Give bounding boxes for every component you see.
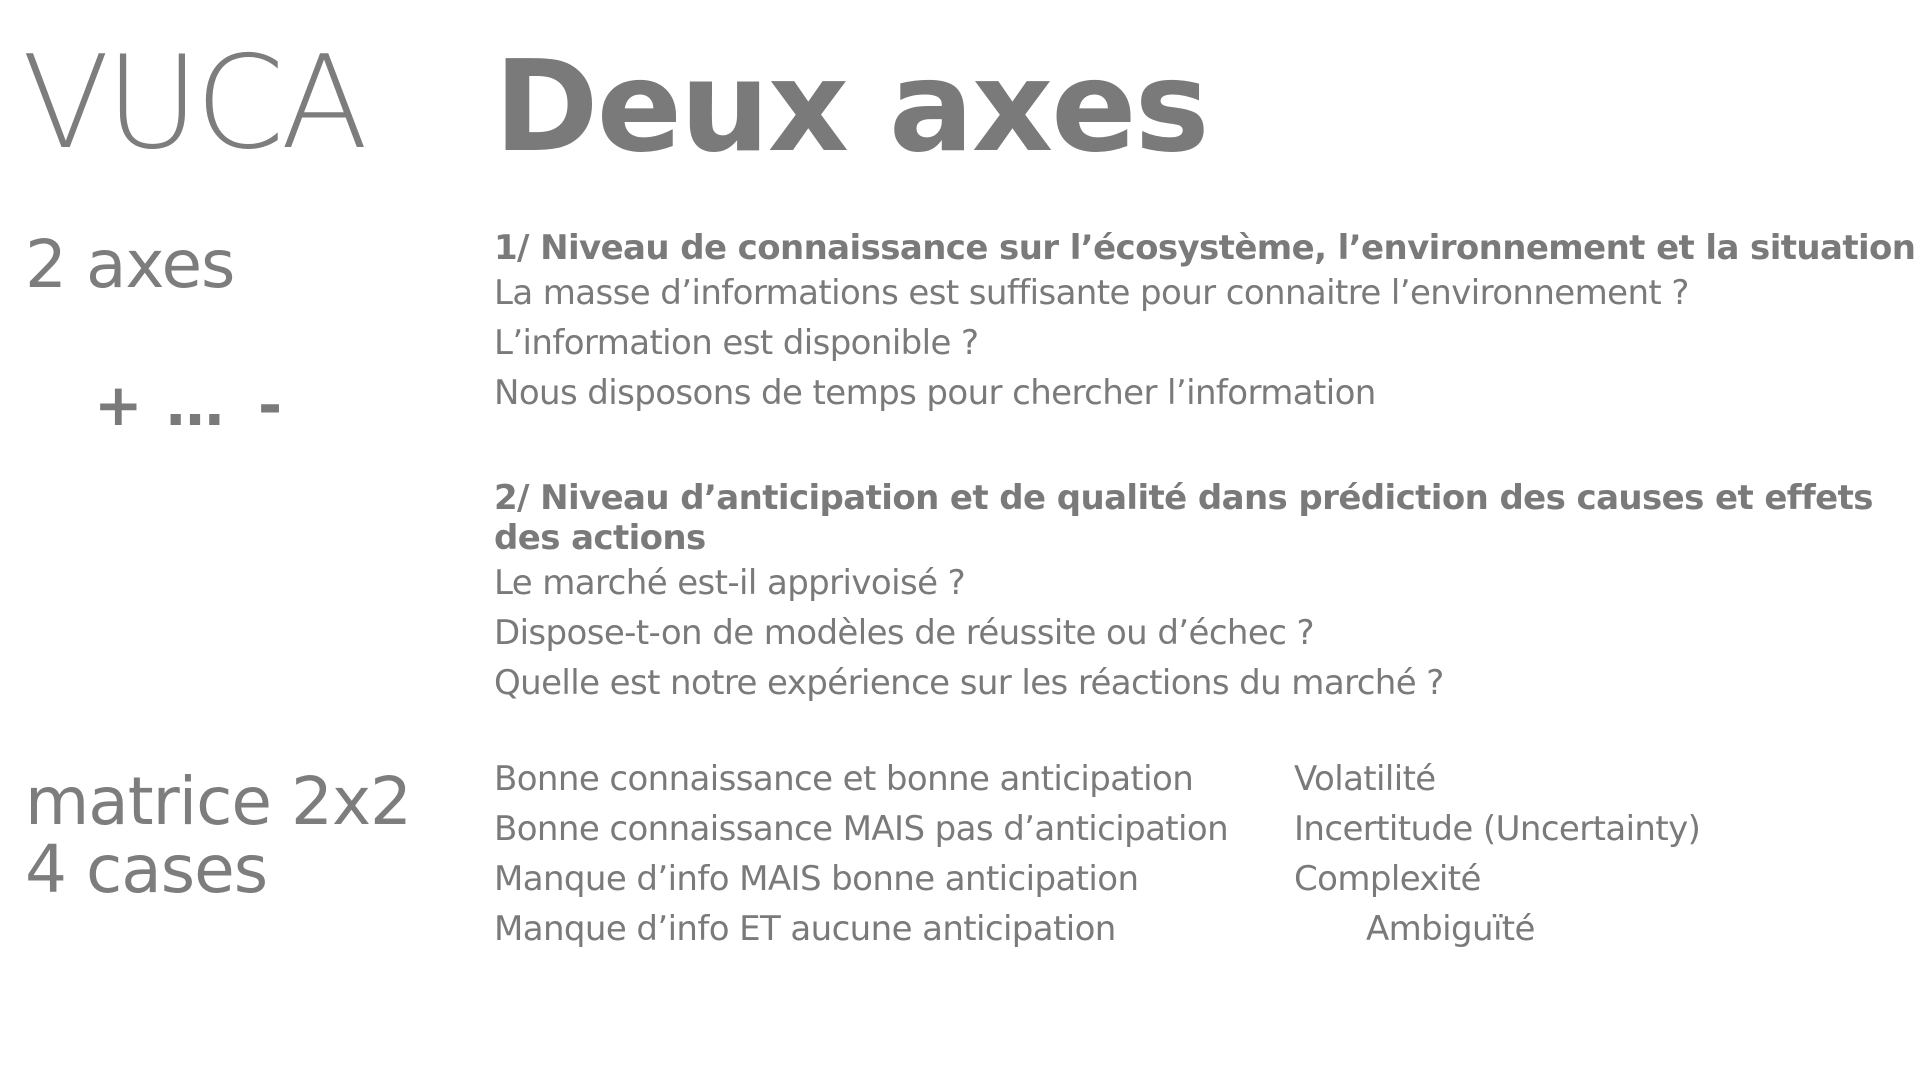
axis-2-heading: 2/ Niveau d’anticipation et de qualité dans prédiction des causes et effets des actions — [494, 478, 1873, 558]
scale-indicator — [94, 371, 283, 439]
matrix-vuca-label: Incertitude (Uncertainty) — [1294, 809, 1701, 849]
matrix-case: Manque d’info MAIS bonne anticipation — [494, 859, 1139, 899]
matrix-label — [25, 763, 411, 908]
matrix-label-line1: matrice 2x2 — [25, 763, 411, 840]
matrix-label-line2: 4 cases — [25, 831, 268, 908]
matrix-vuca-label: Complexité — [1294, 859, 1481, 899]
axis-1-question: Nous disposons de temps pour chercher l’information — [494, 373, 1376, 413]
axis-2-question: Le marché est-il apprivoisé ? — [494, 563, 966, 603]
axis-2-question: Quelle est notre expérience sur les réactions du marché ? — [494, 663, 1444, 703]
axis-1-question: L’information est disponible ? — [494, 323, 979, 363]
plus-symbol: + — [94, 371, 143, 439]
axis-1-section — [494, 228, 1915, 418]
matrix-vuca-label: Volatilité — [1294, 759, 1436, 799]
vuca-title: VUCA — [22, 29, 365, 178]
matrix-row — [494, 904, 1700, 954]
ellipsis-symbol: … — [166, 371, 224, 439]
matrix-case: Bonne connaissance et bonne anticipation — [494, 759, 1194, 799]
matrix-case: Manque d’info ET aucune anticipation — [494, 909, 1116, 949]
matrix-row — [494, 754, 1700, 804]
axis-2-question: Dispose-t-on de modèles de réussite ou d’échec ? — [494, 613, 1314, 653]
matrix-row — [494, 804, 1700, 854]
axes-count-label: 2 axes — [25, 226, 235, 303]
matrix-case: Bonne connaissance MAIS pas d’anticipation — [494, 809, 1229, 849]
matrix-table — [494, 754, 1700, 954]
minus-symbol: - — [258, 371, 283, 439]
axis-2-section — [494, 478, 1914, 708]
axis-1-question: La masse d’informations est suffisante pour connaitre l’environnement ? — [494, 273, 1689, 313]
matrix-vuca-label: Ambiguïté — [1366, 909, 1535, 949]
page-title: Deux axes — [494, 33, 1208, 180]
matrix-row — [494, 854, 1700, 904]
axis-1-heading: 1/ Niveau de connaissance sur l’écosystème, l’environnement et la situation — [494, 228, 1916, 268]
